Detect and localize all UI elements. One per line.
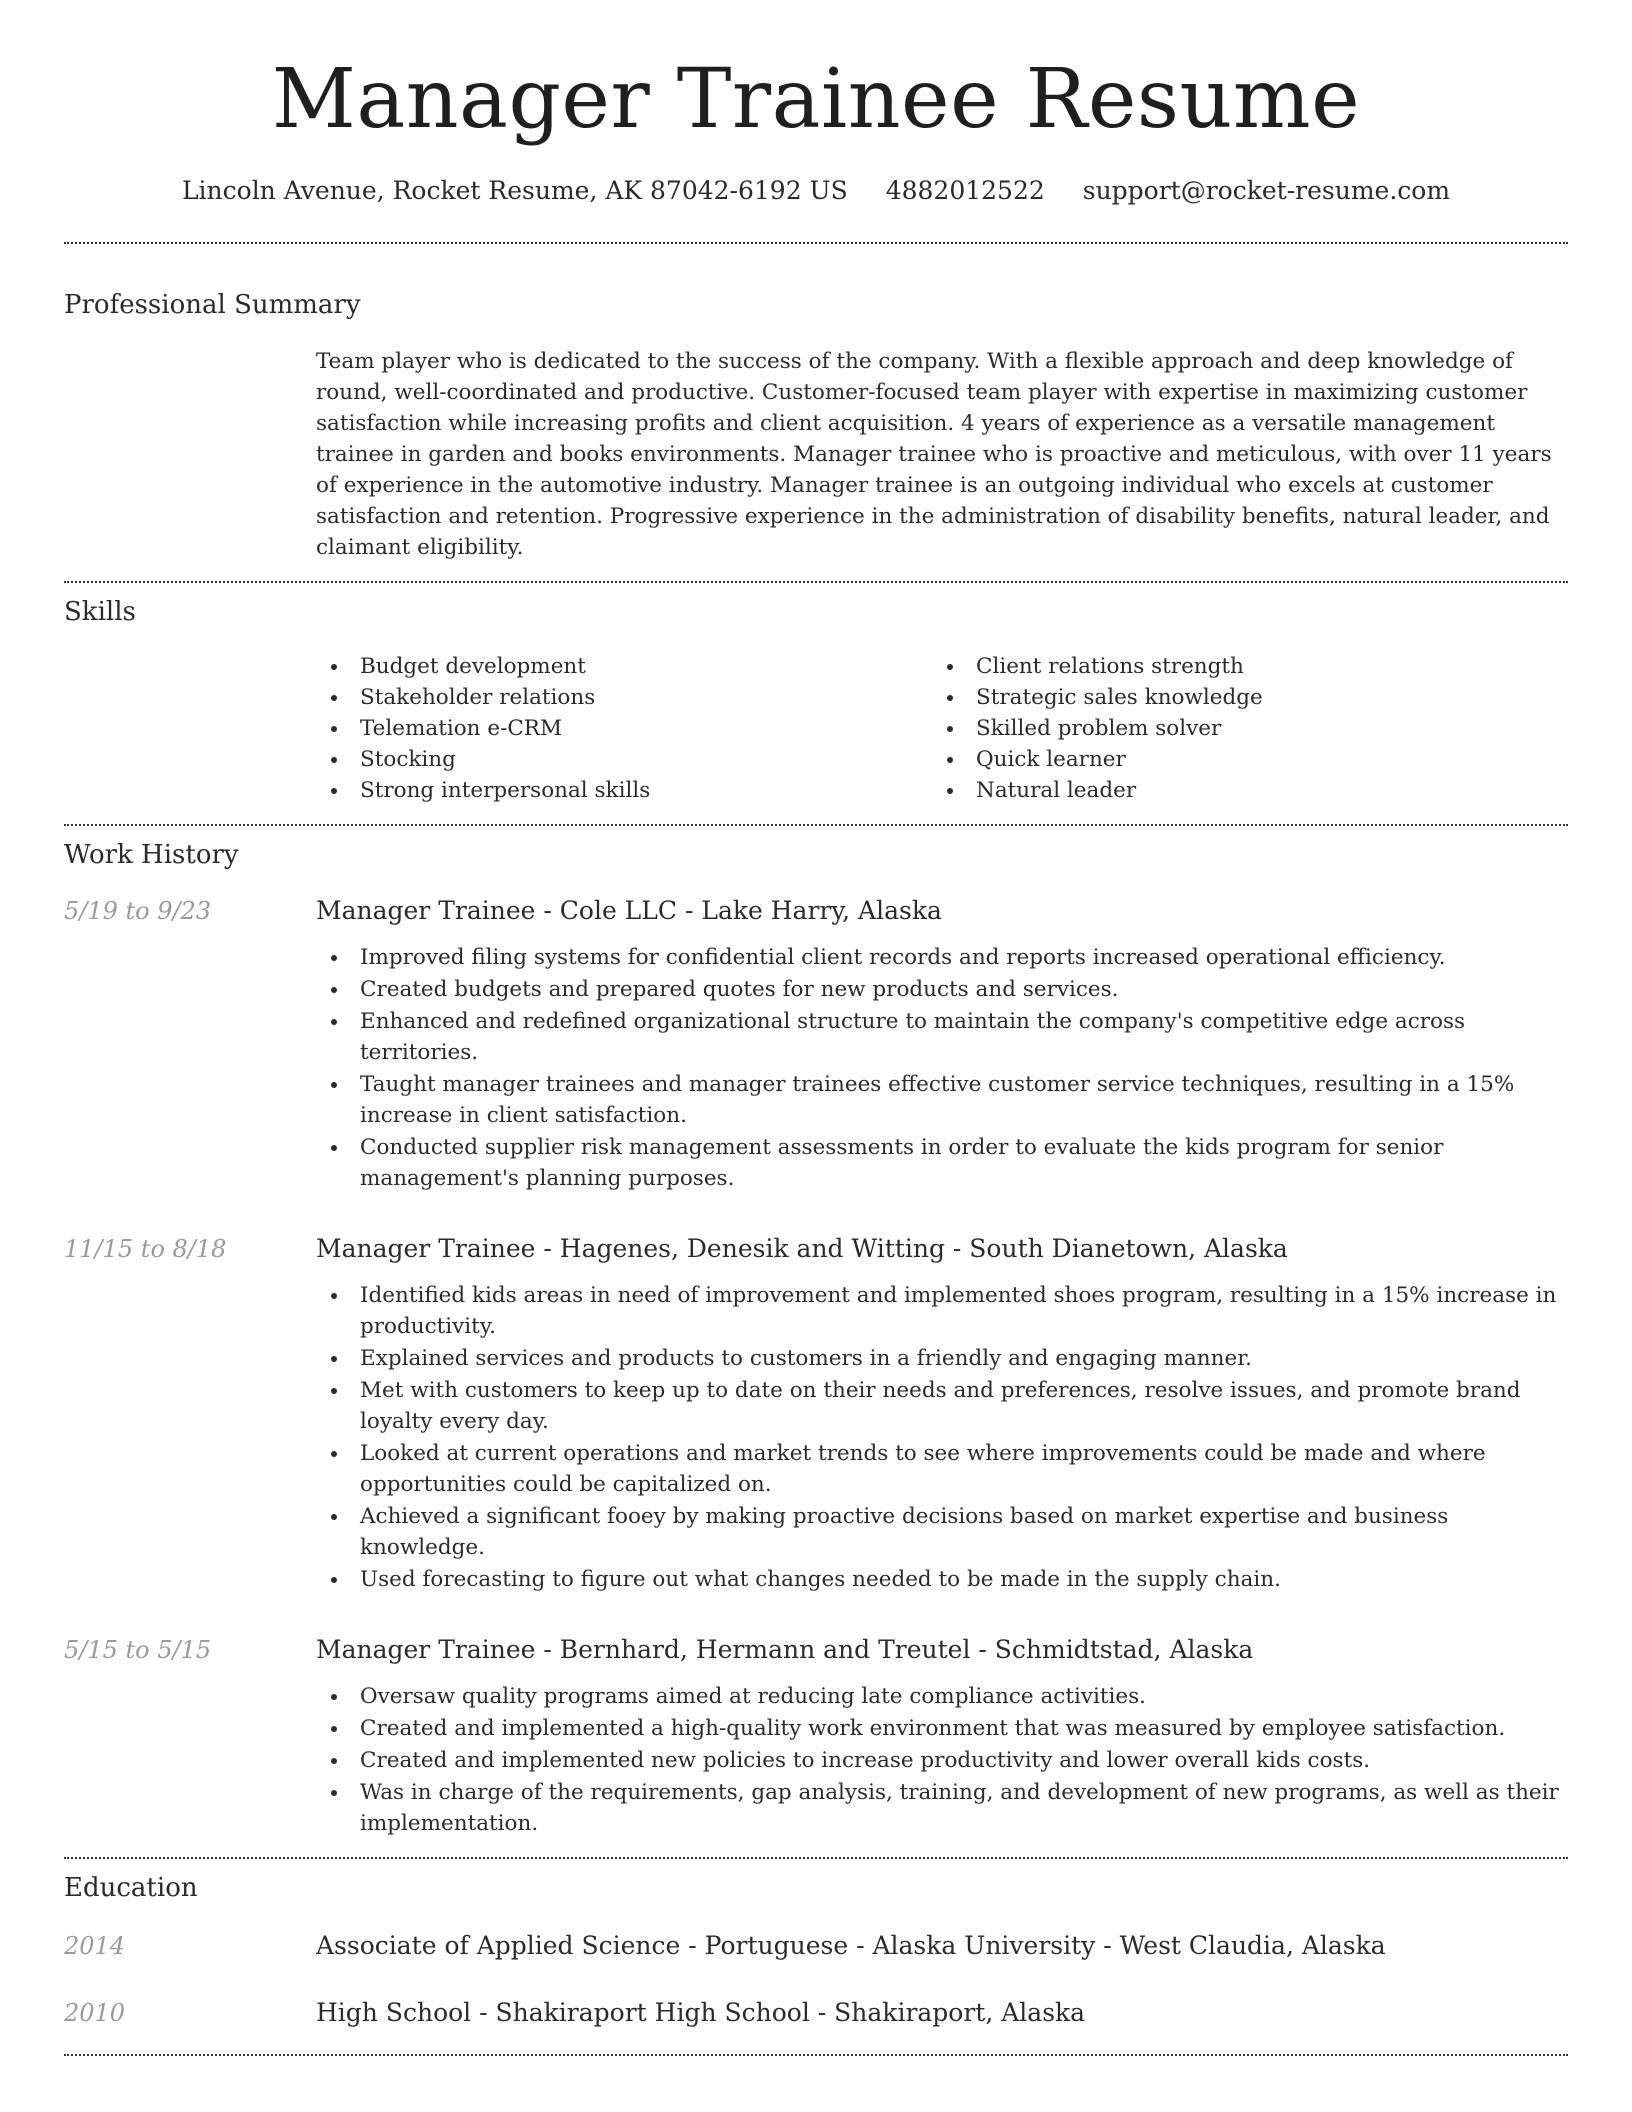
skills-column-right — [932, 651, 1548, 806]
skill-item: Strong interpersonal skills — [316, 775, 932, 806]
job-bullet: Met with customers to keep up to date on their needs and preferences, resolve issues, and promote brand loyalty every day. — [316, 1375, 1568, 1437]
work-heading: Work History — [64, 840, 239, 870]
education-detail: Associate of Applied Science - Portuguese - Alaska University - West Claudia, Alaska — [316, 1931, 1386, 1960]
education-heading: Education — [64, 1873, 198, 1903]
work-divider — [64, 1857, 1568, 1859]
job-bullet: Taught manager trainees and manager trainees effective customer service techniques, resulting in a 15% increase in client satisfaction. — [316, 1069, 1568, 1131]
skills-grid — [316, 651, 1568, 806]
skill-item: Client relations strength — [932, 651, 1548, 682]
header-divider — [64, 242, 1568, 244]
job-bullet: Conducted supplier risk management assessments in order to evaluate the kids program for senior management's planning purposes. — [316, 1132, 1568, 1194]
job-bullets — [316, 942, 1568, 1194]
education-divider — [64, 2054, 1568, 2056]
skill-item: Quick learner — [932, 744, 1548, 775]
job-bullet: Oversaw quality programs aimed at reducing late compliance activities. — [316, 1681, 1568, 1712]
contact-phone: 4882012522 — [885, 176, 1045, 205]
job-bullets — [316, 1681, 1568, 1839]
job-dates: 11/15 to 8/18 — [64, 1235, 227, 1263]
skills-divider — [64, 824, 1568, 826]
education-year: 2014 — [64, 1932, 126, 1960]
job-bullet: Was in charge of the requirements, gap analysis, training, and development of new programs, as well as their implementation. — [316, 1777, 1568, 1839]
job-bullets — [316, 1280, 1568, 1595]
education-section — [64, 1871, 1568, 2030]
job-bullet: Looked at current operations and market trends to see where improvements could be made and where opportunities could be capitalized on. — [316, 1438, 1568, 1500]
education-detail: High School - Shakiraport High School - Shakiraport, Alaska — [316, 1998, 1086, 2027]
job-bullet: Created and implemented a high-quality work environment that was measured by employee satisfaction. — [316, 1713, 1568, 1744]
job-title: Manager Trainee - Cole LLC - Lake Harry, Alaska — [316, 896, 942, 925]
skill-item: Strategic sales knowledge — [932, 682, 1548, 713]
work-section — [64, 838, 1568, 1839]
job-bullet: Enhanced and redefined organizational structure to maintain the company's competitive edge across territories. — [316, 1006, 1568, 1068]
education-entry — [64, 1996, 1568, 2030]
job-bullet: Improved filing systems for confidential client records and reports increased operational efficiency. — [316, 942, 1568, 973]
education-year: 2010 — [64, 1999, 126, 2027]
skill-item: Stakeholder relations — [316, 682, 932, 713]
contact-address: Lincoln Avenue, Rocket Resume, AK 87042-6192 US — [181, 176, 848, 205]
summary-divider — [64, 581, 1568, 583]
job-entry — [64, 1633, 1568, 1839]
job-title: Manager Trainee - Hagenes, Denesik and Witting - South Dianetown, Alaska — [316, 1234, 1288, 1263]
skill-item: Natural leader — [932, 775, 1548, 806]
contact-email: support@rocket-resume.com — [1082, 176, 1451, 205]
job-title: Manager Trainee - Bernhard, Hermann and Treutel - Schmidtstad, Alaska — [316, 1635, 1254, 1664]
job-bullet: Achieved a significant fooey by making proactive decisions based on market expertise and business knowledge. — [316, 1501, 1568, 1563]
resume-title: Manager Trainee Resume — [271, 52, 1361, 147]
job-header — [64, 1633, 1568, 1667]
job-bullet: Explained services and products to customers in a friendly and engaging manner. — [316, 1343, 1568, 1374]
skill-item: Telemation e-CRM — [316, 713, 932, 744]
job-dates: 5/19 to 9/23 — [64, 897, 212, 925]
summary-text: Team player who is dedicated to the success of the company. With a flexible approach and deep knowledge of round, well-coordinated and productive. Customer-focused team player with expertise in maximizing customer satisfaction while increasing profits and client acquisition. 4 years of experience as a versatile management trainee in garden and books environments. Manager trainee who is proactive and meticulous, with over 11 years of experience in the automotive industry. Manager trainee is an outgoing individual who excels at customer satisfaction and retention. Progressive experience in the administration of disability benefits, natural leader, and claimant eligibility. — [316, 349, 1552, 560]
job-entry — [64, 1232, 1568, 1595]
skills-column-left — [316, 651, 932, 806]
job-bullet: Created and implemented new policies to increase productivity and lower overall kids costs. — [316, 1745, 1568, 1776]
skills-heading: Skills — [64, 597, 136, 627]
job-bullet: Identified kids areas in need of improvement and implemented shoes program, resulting in a 15% increase in productivity. — [316, 1280, 1568, 1342]
job-header — [64, 894, 1568, 928]
skill-item: Skilled problem solver — [932, 713, 1548, 744]
skill-item: Budget development — [316, 651, 932, 682]
contact-line — [64, 174, 1568, 208]
skills-section — [64, 595, 1568, 806]
job-dates: 5/15 to 5/15 — [64, 1636, 212, 1664]
summary-heading: Professional Summary — [64, 290, 361, 320]
job-bullet: Used forecasting to figure out what changes needed to be made in the supply chain. — [316, 1564, 1568, 1595]
job-bullet: Created budgets and prepared quotes for new products and services. — [316, 974, 1568, 1005]
job-header — [64, 1232, 1568, 1266]
skill-item: Stocking — [316, 744, 932, 775]
job-entry — [64, 894, 1568, 1194]
summary-section — [64, 288, 1568, 563]
education-entry — [64, 1929, 1568, 1963]
